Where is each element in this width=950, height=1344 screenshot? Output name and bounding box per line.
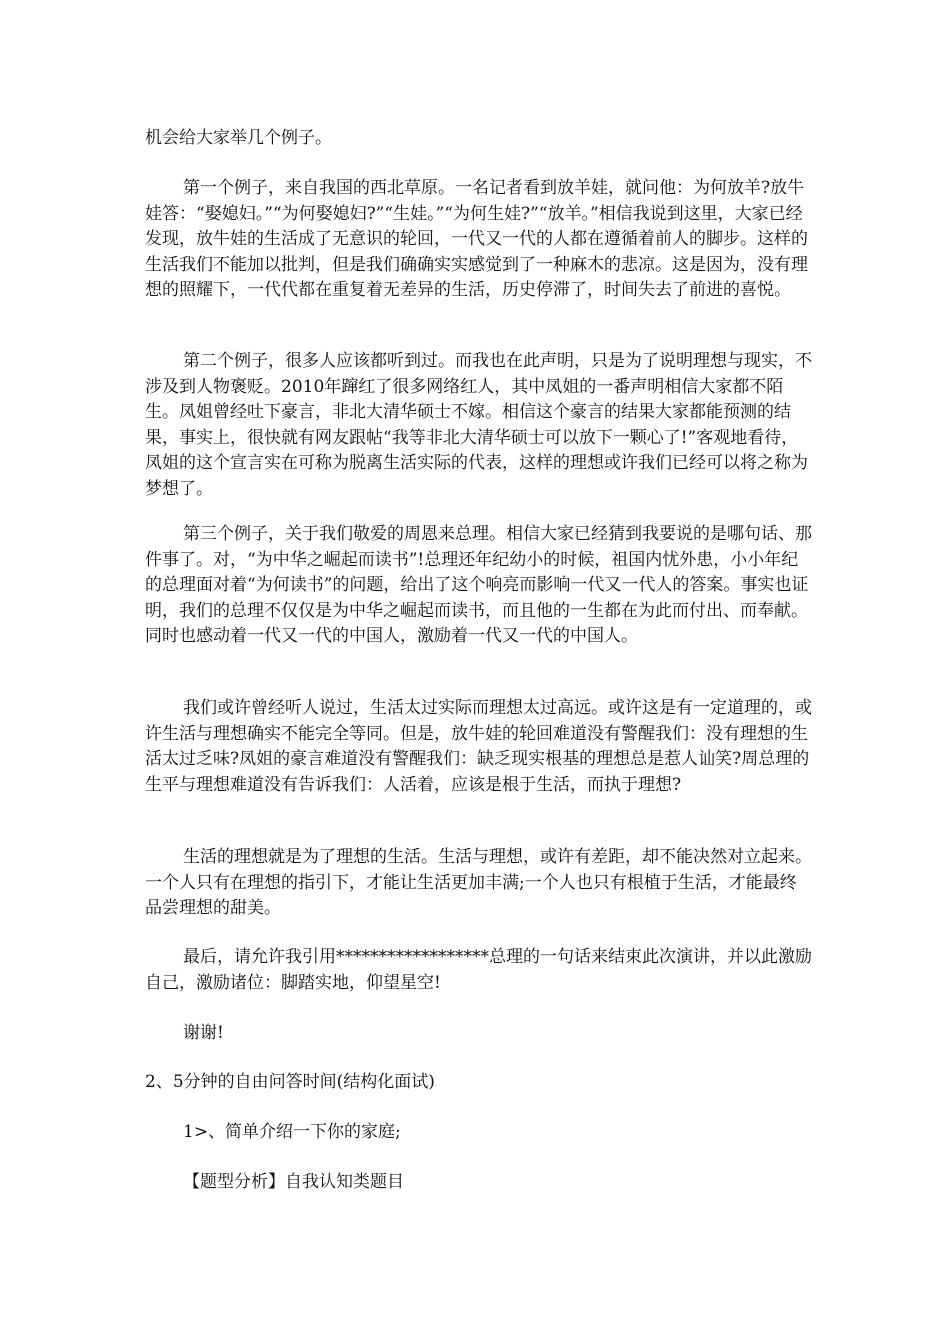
paragraph-example-1: 第一个例子，来自我国的西北草原。一名记者看到放羊娃，就问他：为何放羊?放牛娃答：“娶媳妇。”“为何娶媳妇?”“生娃。”“为何生娃?”“放羊。”相信我说到这里，大家已经发现，放牛娃的生活成了无意识的轮回，一代又一代的人都在遵循着前人的脚步。这样的生活我们不能加以批判，但是我们确确实实感觉到了一种麻木的悲凉。这是因为，没有理想的照耀下，一代代都在重复着无差异的生活，历史停滞了，时间失去了前进的喜悦。 <box>145 178 808 300</box>
question-analysis-label: 【题型分析】自我认知类题目 <box>183 1172 404 1192</box>
section-heading-qa: 2、5分钟的自由问答时间(结构化面试) <box>145 1072 435 1092</box>
paragraph-example-2: 第二个例子，很多人应该都听到过。而我也在此声明，只是为了说明理想与现实，不涉及到人物褒贬。2010年蹿红了很多网络红人，其中凤姐的一番声明相信大家都不陌生。凤姐曾经吐下豪言，非北大清华硕士不嫁。相信这个豪言的结果大家都能预测的结果，事实上，很快就有网友跟帖“我等非北大清华硕士可以放下一颗心了!”客观地看待，凤姐的这个宣言实在可称为脱离生活实际的代表，这样的理想或许我们已经可以将之称为梦想了。 <box>145 351 812 499</box>
paragraph-closing-quote: 最后，请允许我引用******************总理的一句话来结束此次演讲，并以此激励自己，激励诸位：脚踏实地，仰望星空! <box>145 947 812 993</box>
paragraph-intro: 机会给大家举几个例子。 <box>145 128 332 148</box>
paragraph-example-3: 第三个例子，关于我们敬爱的周恩来总理。相信大家已经猜到我要说的是哪句话、那件事了。对，“为中华之崛起而读书”!总理还年纪幼小的时候，祖国内忧外患，小小年纪的总理面对着“为何读书”的问题，给出了这个响亮而影响一代又一代人的答案。事实也证明，我们的总理不仅仅是为中华之崛起而读书，而且他的一生都在为此而付出、而奉献。同时也感动着一代又一代的中国人，激励着一代又一代的中国人。 <box>145 524 812 646</box>
paragraph-conclusion: 生活的理想就是为了理想的生活。生活与理想，或许有差距，却不能决然对立起来。一个人只有在理想的指引下，才能让生活更加丰满;一个人也只有根植于生活，才能最终品尝理想的甜美。 <box>145 847 812 918</box>
paragraph-thanks: 谢谢! <box>183 1023 224 1043</box>
question-item-1: 1>、简单介绍一下你的家庭; <box>183 1122 401 1142</box>
paragraph-reflection: 我们或许曾经听人说过，生活太过实际而理想太过高远。或许这是有一定道理的，或许生活与理想确实不能完全等同。但是，放牛娃的轮回难道没有警醒我们：没有理想的生活太过乏味?凤姐的豪言难道没有警醒我们：缺乏现实根基的理想总是惹人讪笑?周总理的生平与理想难道没有告诉我们：人活着，应该是根于生活，而执于理想? <box>145 698 812 795</box>
